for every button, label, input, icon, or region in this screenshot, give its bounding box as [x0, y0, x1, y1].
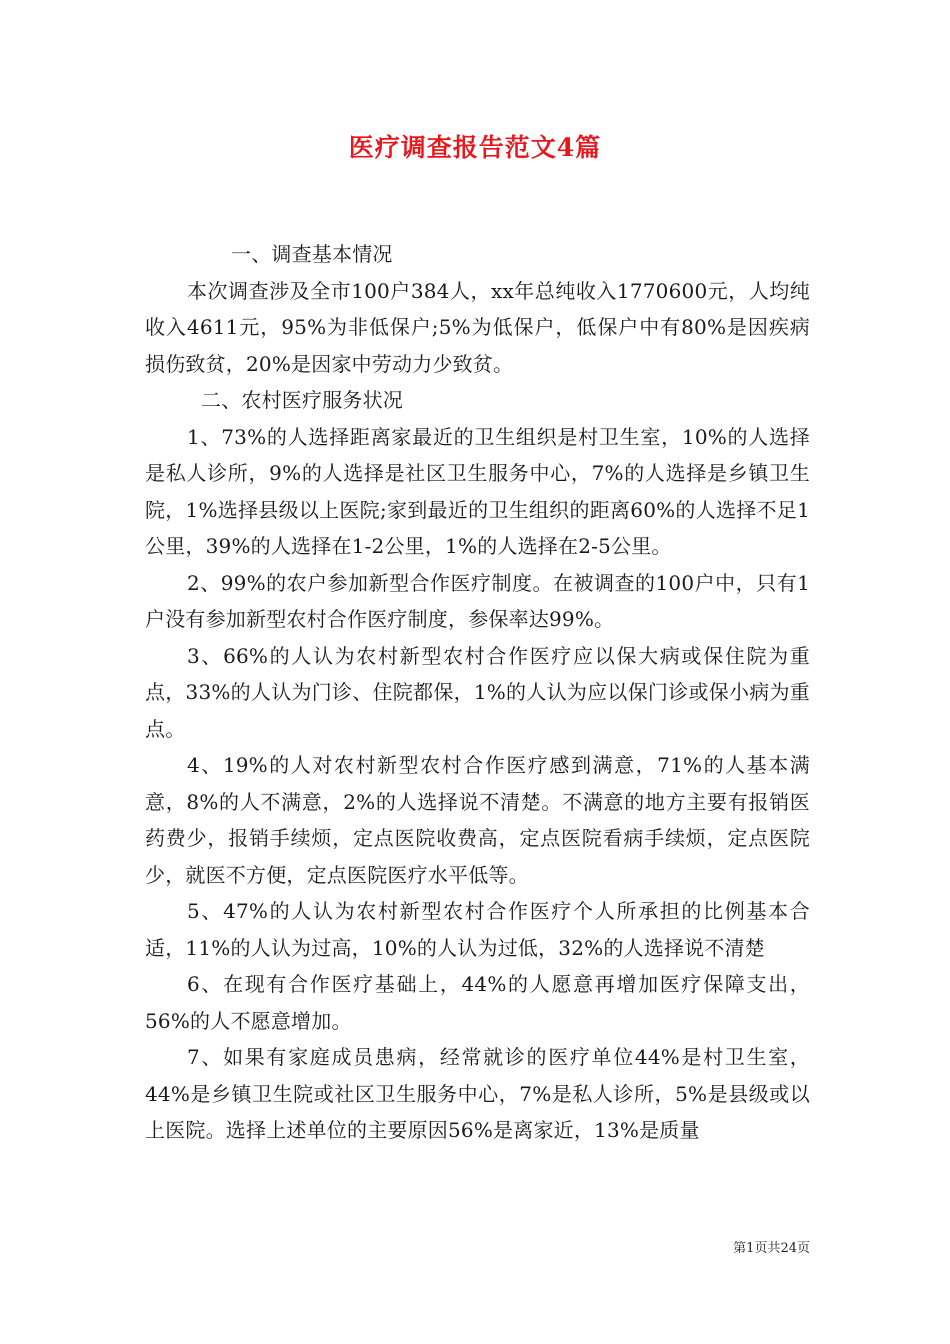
document-body — [145, 236, 810, 1149]
paragraph-survey-scope: 本次调查涉及全市100户384人，xx年总纯收入1770600元，人均纯收入4611元，95%为非低保户;5%为低保户，低保户中有80%是因疾病损伤致贫，20%是因家中劳动力少致贫。 — [145, 278, 810, 376]
paragraph-item-1: 1、73%的人选择距离家最近的卫生组织是村卫生室，10%的人选择是私人诊所，9%的人选择是社区卫生服务中心，7%的人选择是乡镇卫生院，1%选择县级以上医院;家到最近的卫生组织的距离60%的人选择不足1公里，39%的人选择在1-2公里，1%的人选择在2-5公里。 — [145, 424, 810, 558]
page-number: 第1页共24页 — [733, 1241, 810, 1256]
paragraph-item-7: 7、如果有家庭成员患病，经常就诊的医疗单位44%是村卫生室，44%是乡镇卫生院或社区卫生服务中心，7%是私人诊所，5%是县级或以上医院。选择上述单位的主要原因56%是离家近，13%是质量 — [145, 1045, 810, 1142]
paragraph-item-3: 3、66%的人认为农村新型农村合作医疗应以保大病或保住院为重点，33%的人认为门诊、住院都保，1%的人认为应以保门诊或保小病为重点。 — [145, 643, 810, 741]
paragraph-item-4: 4、19%的人对农村新型农村合作医疗感到满意，71%的人基本满意，8%的人不满意，2%的人选择说不清楚。不满意的地方主要有报销医药费少，报销手续烦，定点医院收费高，定点医院看病手续烦，定点医院少，就医不方便，定点医院医疗水平低等。 — [145, 753, 810, 887]
paragraph-item-5: 5、47%的人认为农村新型农村合作医疗个人所承担的比例基本合适，11%的人认为过高，10%的人认为过低，32%的人选择说不清楚 — [145, 899, 810, 960]
section-heading-rural-medical-services: 二、农村医疗服务状况 — [201, 388, 403, 412]
paragraph-item-6: 6、在现有合作医疗基础上，44%的人愿意再增加医疗保障支出，56%的人不愿意增加。 — [145, 972, 810, 1033]
paragraph-item-2: 2、99%的农户参加新型合作医疗制度。在被调查的100户中，只有1户没有参加新型农村合作医疗制度，参保率达99%。 — [145, 570, 810, 631]
section-heading-basic-info: 一、调查基本情况 — [231, 242, 393, 266]
document-title: 医疗调查报告范文4篇 — [348, 133, 602, 162]
